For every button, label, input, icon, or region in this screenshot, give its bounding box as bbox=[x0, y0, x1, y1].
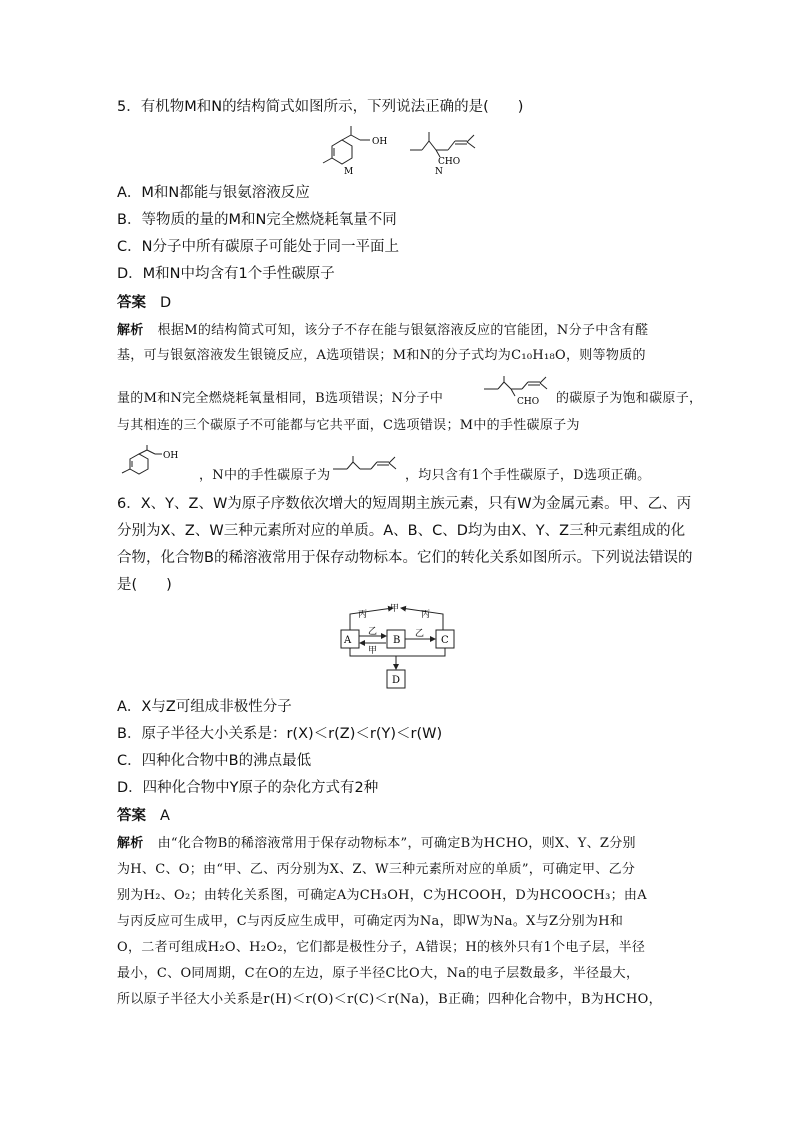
label-yi-right: 乙 bbox=[415, 629, 425, 639]
q5-analysis-line-1 bbox=[117, 321, 648, 341]
q5-analysis-line-3b: 的碳原子为饱和碳原子， bbox=[556, 391, 703, 406]
q6-option-a: A．X与Z可组成非极性分子 bbox=[117, 699, 292, 715]
q6-stem-line-1: 6．X、Y、Z、W为原子序数依次增大的短周期主族元素，只有W为金属元素。甲、乙、丙 bbox=[117, 496, 692, 512]
q5-inline-m-structure bbox=[118, 445, 190, 481]
label-bing-right: 丙 bbox=[421, 610, 431, 620]
structure-m-label: M bbox=[344, 167, 354, 176]
q5-inline-n-chiral-structure bbox=[331, 455, 401, 485]
q5-analysis-line-4: 与其相连的三个碳原子不可能都与它共平面，C选项错误；M中的手性碳原子为 bbox=[117, 418, 580, 433]
q5-analysis-label: 解析 bbox=[117, 323, 144, 338]
q5-analysis-text-1: 根据M的结构简式可知，该分子不存在能与银氨溶液反应的官能团，N分子中含有醛 bbox=[157, 323, 649, 338]
box-d: D bbox=[392, 675, 401, 686]
inline-m-oh: OH bbox=[163, 451, 179, 461]
q5-option-a: A．M和N都能与银氨溶液反应 bbox=[117, 185, 310, 201]
q6-analysis-line-3: 别为H₂、O₂；由转化关系图，可确定A为CH₃OH，C为HCOOH，D为HCOOCH₃；由A bbox=[117, 888, 647, 903]
q6-conversion-diagram bbox=[335, 602, 465, 694]
q5-option-b: B．等物质的量的M和N完全燃烧耗氧量不同 bbox=[117, 212, 397, 228]
q5-structure-figure bbox=[318, 126, 488, 176]
q6-analysis-text-1: 由“化合物B的稀溶液常用于保存动物标本”，可确定B为HCHO，则X、Y、Z分别 bbox=[157, 836, 636, 851]
q6-option-c: C．四种化合物中B的沸点最低 bbox=[117, 753, 312, 769]
q5-analysis-line-5a: ，N中的手性碳原子为 bbox=[199, 468, 331, 483]
q6-answer-value: A bbox=[160, 808, 170, 824]
q6-analysis-label: 解析 bbox=[117, 836, 144, 851]
label-jia-top: 甲 bbox=[390, 604, 400, 614]
inline-n-cho: CHO bbox=[517, 397, 540, 407]
q5-analysis-line-3a: 量的M和N完全燃烧耗氧量相同，B选项错误；N分子中 bbox=[117, 391, 444, 406]
q6-analysis-line-6: 最小，C、O同周期，C在O的左边，原子半径C比O大，Na的电子层数最多，半径最大， bbox=[117, 966, 640, 981]
structure-n-cho: CHO bbox=[438, 157, 461, 167]
q5-analysis-line-2: 基，可与银氨溶液发生银镜反应，A选项错误；M和N的分子式均为C₁₀H₁₈O，则等物质的 bbox=[117, 348, 646, 363]
q6-stem-line-2: 分别为X、Z、W三种元素所对应的单质。A、B、C、D均为由X、Y、Z三种元素组成的化 bbox=[117, 523, 686, 539]
label-jia-bottom: 甲 bbox=[368, 646, 378, 656]
box-b: B bbox=[393, 635, 401, 646]
structure-m bbox=[323, 126, 370, 164]
q5-answer-value: D bbox=[160, 295, 172, 311]
q5-answer bbox=[117, 293, 171, 313]
q6-analysis-line-1 bbox=[117, 834, 636, 854]
q6-stem-line-4: 是( ) bbox=[117, 577, 172, 593]
q5-analysis-line-5b: ，均只含有1个手性碳原子，D选项正确。 bbox=[405, 468, 651, 483]
label-yi-left: 乙 bbox=[368, 627, 378, 637]
structure-n-label: N bbox=[435, 167, 443, 176]
label-bing-left: 丙 bbox=[358, 610, 368, 620]
q5-inline-n-structure bbox=[482, 375, 552, 409]
q6-answer-label: 答案 bbox=[117, 808, 146, 824]
q6-analysis-line-4: 与丙反应可生成甲，C与丙反应生成甲，可确定丙为Na，即W为Na。X与Z分别为H和 bbox=[117, 914, 624, 929]
structure-n bbox=[410, 132, 475, 157]
q6-option-d: D．四种化合物中Y原子的杂化方式有2种 bbox=[117, 780, 379, 796]
box-a: A bbox=[344, 635, 352, 646]
q6-stem-line-3: 合物，化合物B的稀溶液常用于保存动物标本。它们的转化关系如图所示。下列说法错误的 bbox=[117, 550, 693, 566]
q6-analysis-line-7: 所以原子半径大小关系是r(H)＜r(O)＜r(C)＜r(Na)，B正确；四种化合物中，B为HCHO， bbox=[117, 992, 662, 1007]
q5-option-d: D．M和N中均含有1个手性碳原子 bbox=[117, 266, 335, 282]
structure-m-oh: OH bbox=[372, 137, 388, 147]
q5-answer-label: 答案 bbox=[117, 295, 146, 311]
q6-option-b: B．原子半径大小关系是：r(X)＜r(Z)＜r(Y)＜r(W) bbox=[117, 726, 443, 742]
box-c: C bbox=[441, 635, 449, 646]
q6-analysis-line-5: O，二者可组成H₂O、H₂O₂，它们都是极性分子，A错误；H的核外只有1个电子层，半径 bbox=[117, 940, 646, 955]
q5-option-c: C．N分子中所有碳原子可能处于同一平面上 bbox=[117, 239, 399, 255]
q5-stem: 5．有机物M和N的结构简式如图所示，下列说法正确的是( ) bbox=[117, 99, 524, 115]
q6-answer bbox=[117, 806, 170, 826]
q6-analysis-line-2: 为H、C、O；由“甲、乙、丙分别为X、Z、W三种元素所对应的单质”，可确定甲、乙分 bbox=[117, 862, 636, 877]
